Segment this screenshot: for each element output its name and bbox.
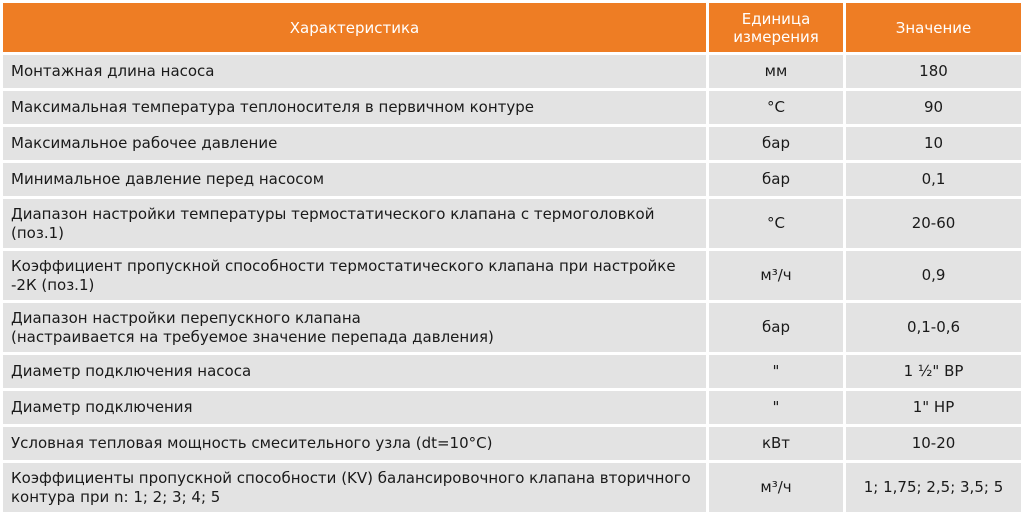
row-label-line1: Диапазон настройки перепускного клапана [11, 308, 361, 327]
row-value: 1" НР [846, 391, 1021, 424]
row-value: 1 ½" ВР [846, 355, 1021, 388]
table-row [3, 55, 1021, 88]
row-label [3, 303, 706, 352]
row-unit: °C [709, 91, 843, 124]
row-value: 10-20 [846, 427, 1021, 460]
row-value: 10 [846, 127, 1021, 160]
row-label: Максимальное рабочее давление [3, 127, 706, 160]
table-row [3, 463, 1021, 512]
row-value: 90 [846, 91, 1021, 124]
table-row [3, 127, 1021, 160]
row-value: 0,1 [846, 163, 1021, 196]
header-unit: Единица измерения [709, 3, 843, 52]
table-row [3, 427, 1021, 460]
row-label: Условная тепловая мощность смесительного узла (dt=10°C) [3, 427, 706, 460]
row-unit: м³/ч [709, 251, 843, 300]
row-value: 0,9 [846, 251, 1021, 300]
row-unit: бар [709, 163, 843, 196]
row-value: 20-60 [846, 199, 1021, 248]
row-label: Диапазон настройки температуры термостатического клапана с термоголовкой (поз.1) [3, 199, 706, 248]
header-characteristic: Характеристика [3, 3, 706, 52]
row-label: Коэффициент пропускной способности термостатического клапана при настройке -2К (поз.1) [3, 251, 706, 300]
table-row [3, 91, 1021, 124]
row-label: Монтажная длина насоса [3, 55, 706, 88]
row-label: Максимальная температура теплоносителя в первичном контуре [3, 91, 706, 124]
table-row [3, 163, 1021, 196]
row-unit: кВт [709, 427, 843, 460]
row-value: 180 [846, 55, 1021, 88]
header-value: Значение [846, 3, 1021, 52]
row-unit: м³/ч [709, 463, 843, 512]
table-row [3, 355, 1021, 388]
table-row [3, 391, 1021, 424]
row-label: Минимальное давление перед насосом [3, 163, 706, 196]
row-unit: бар [709, 303, 843, 352]
row-unit: " [709, 355, 843, 388]
row-value: 1; 1,75; 2,5; 3,5; 5 [846, 463, 1021, 512]
row-unit: °C [709, 199, 843, 248]
row-unit: " [709, 391, 843, 424]
row-value: 0,1-0,6 [846, 303, 1021, 352]
table-row [3, 303, 1021, 352]
table-header-row [3, 3, 1021, 52]
row-label: Диаметр подключения [3, 391, 706, 424]
table-row [3, 251, 1021, 300]
row-label: Коэффициенты пропускной способности (KV) балансировочного клапана вторичного контура при n: 1; 2; 3; 4; 5 [3, 463, 706, 512]
row-label-line2: (настраивается на требуемое значение перепада давления) [11, 327, 494, 346]
row-unit: мм [709, 55, 843, 88]
row-label: Диаметр подключения насоса [3, 355, 706, 388]
table-row [3, 199, 1021, 248]
row-unit: бар [709, 127, 843, 160]
